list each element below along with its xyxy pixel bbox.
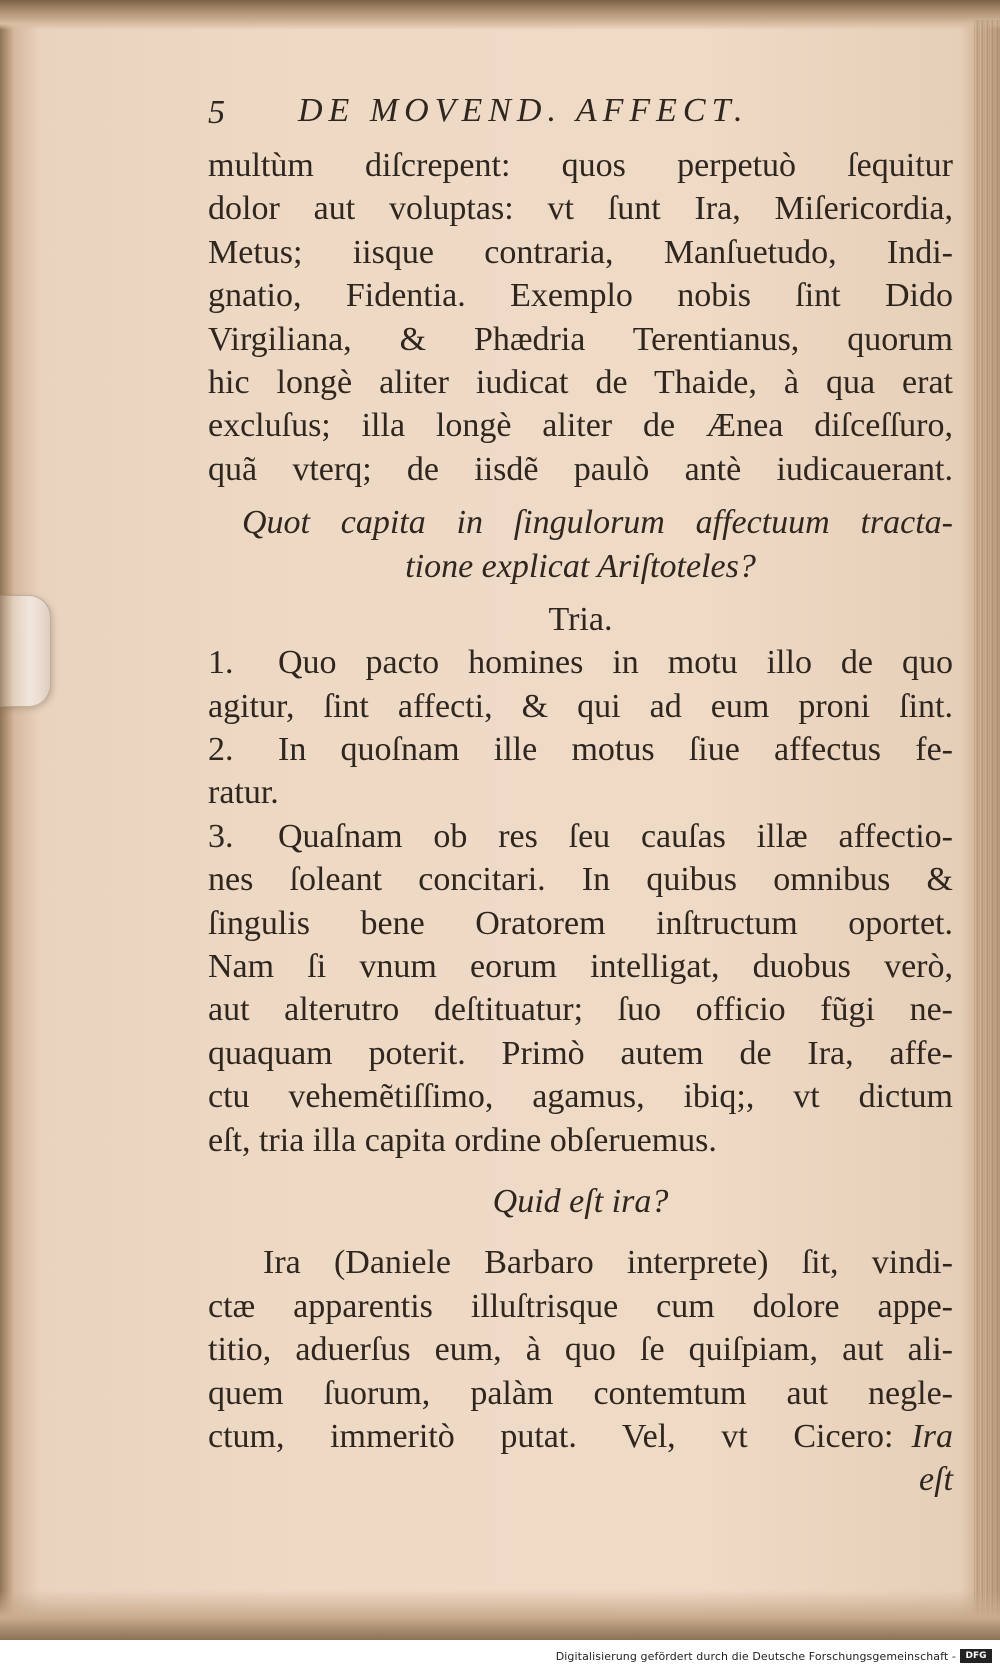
text-line: ctæ apparentis illuſtrisque cum dolore appe- bbox=[208, 1287, 953, 1325]
opening-paragraph bbox=[208, 144, 953, 491]
text-line-roman: ctum, immeritò putat. Vel, vt Cicero: bbox=[208, 1417, 894, 1455]
text-line: ratur. bbox=[208, 774, 279, 812]
list-item-number: 2. bbox=[208, 731, 234, 769]
text-line: quã vterq; de iisdẽ paulò antè iudicauerant. bbox=[208, 450, 953, 488]
list-item-number: 1. bbox=[208, 644, 234, 682]
page-clip bbox=[0, 595, 51, 707]
definition-paragraph bbox=[208, 1241, 953, 1501]
text-line: excluſus; illa longè aliter de Ænea diſceſſuro, bbox=[208, 407, 953, 445]
text-line: gnatio, Fidentia. Exemplo nobis ſint Dido bbox=[208, 277, 953, 315]
text-line: hic longè aliter iudicat de Thaide, à qua erat bbox=[208, 363, 953, 401]
text-line: ctu vehemẽtiſſimo, agamus, ibiq;, vt dictum bbox=[208, 1078, 953, 1116]
text-line: titio, aduerſus eum, à quo ſe quiſpiam, aut ali- bbox=[208, 1331, 953, 1369]
question-line: tione explicat Ariſtoteles? bbox=[405, 547, 756, 585]
numbered-list bbox=[208, 641, 953, 1162]
page-number: 5 bbox=[208, 94, 225, 131]
text-line: quaquam poterit. Primò autem de Ira, affe- bbox=[208, 1034, 953, 1072]
question-heading-2: Quid eſt ira? bbox=[492, 1182, 669, 1220]
page-fore-edge bbox=[974, 20, 1000, 1620]
text-line: quem ſuorum, palàm contemtum aut negle- bbox=[208, 1374, 953, 1412]
text-line: eſt, tria illa capita ordine obſeruemus. bbox=[208, 1121, 717, 1159]
book-bottom-edge bbox=[0, 1590, 1000, 1640]
text-line: Metus; iisque contraria, Manſuetudo, Indi- bbox=[208, 233, 953, 271]
text-line: agitur, ſint affecti, & qui ad eum proni ſint. bbox=[208, 687, 953, 725]
book-top-edge bbox=[0, 0, 1000, 30]
dfg-logo: DFG bbox=[960, 1649, 992, 1663]
text-line: Virgiliana, & Phædria Terentianus, quorum bbox=[208, 320, 953, 358]
digitization-footer bbox=[0, 1640, 1000, 1670]
text-line: ſingulis bene Oratorem inſtructum oportet. bbox=[208, 904, 953, 942]
list-item-number: 3. bbox=[208, 817, 234, 855]
question-heading-1 bbox=[208, 501, 953, 588]
answer-heading: Tria. bbox=[548, 600, 613, 638]
catchword: eſt bbox=[919, 1461, 953, 1499]
list-item-text: Quo pacto homines in motu illo de quo bbox=[278, 644, 953, 682]
question-line: Quot capita in ſingulorum affectuum tracta- bbox=[242, 504, 953, 542]
list-item-text: In quoſnam ille motus ſiue affectus fe- bbox=[278, 731, 953, 769]
text-line: aut alterutro deſtituatur; ſuo officio fũgi ne- bbox=[208, 991, 953, 1029]
running-title: DE MOVEND. AFFECT. bbox=[298, 92, 749, 129]
list-item bbox=[208, 815, 953, 858]
list-item bbox=[208, 641, 953, 684]
list-item bbox=[208, 728, 953, 771]
page-text bbox=[208, 88, 953, 1502]
text-line: Nam ſi vnum eorum intelligat, duobus verò, bbox=[208, 948, 953, 986]
text-line: multùm diſcrepent: quos perpetuò ſequitur bbox=[208, 147, 953, 184]
text-line: Ira (Daniele Barbaro interprete) ſit, vindi- bbox=[263, 1244, 953, 1282]
funding-credit: Digitalisierung gefördert durch die Deutsche Forschungsgemeinschaft - bbox=[555, 1650, 956, 1663]
text-line: nes ſoleant concitari. In quibus omnibus & bbox=[208, 861, 953, 899]
running-header bbox=[208, 88, 953, 144]
text-line: dolor aut voluptas: vt ſunt Ira, Miſericordia, bbox=[208, 190, 953, 228]
text-line bbox=[208, 1415, 953, 1458]
list-item-text: Quaſnam ob res ſeu cauſas illæ affectio- bbox=[278, 817, 953, 855]
text-line-italic: Ira bbox=[911, 1417, 953, 1455]
